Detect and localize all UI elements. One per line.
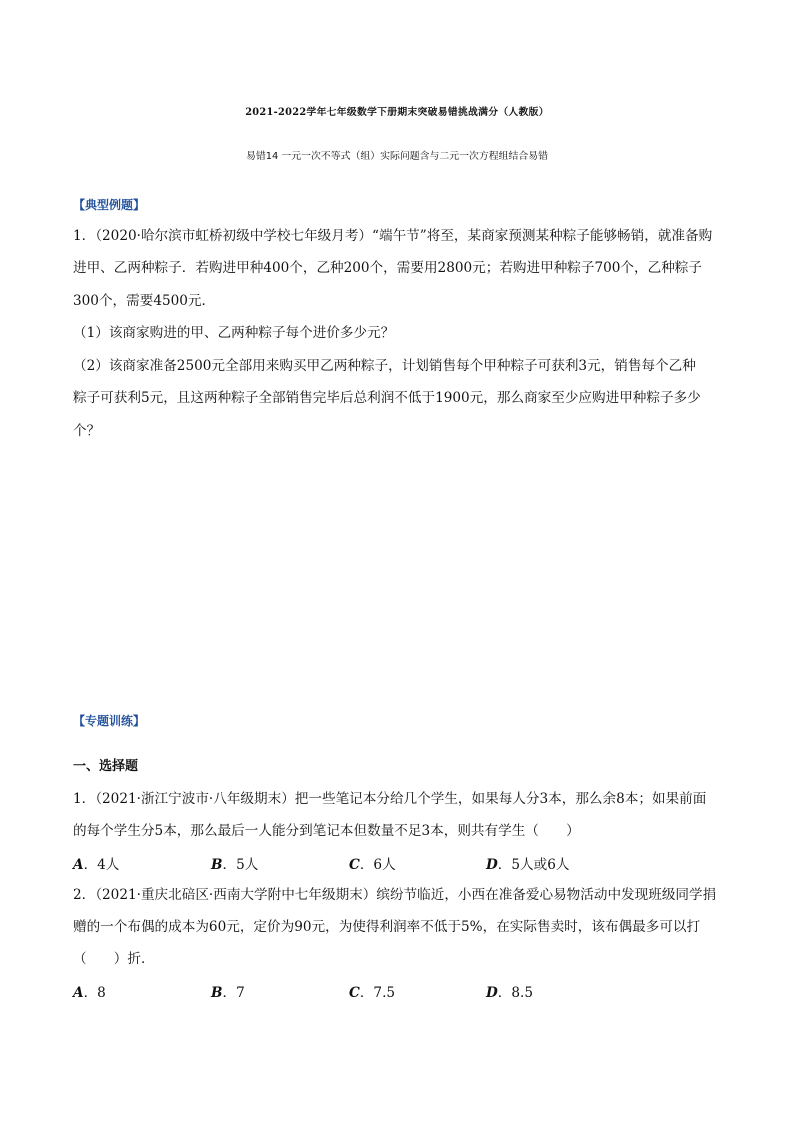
section-label-training: 【专题训练】 [73, 714, 146, 728]
example-q1-line: 进甲、乙两种粽子．若购进甲种400个，乙种200个，需要用2800元；若购进甲种粽子700个，乙种粽子 [73, 260, 702, 276]
training-q1-line: 的每个学生分5本，那么最后一人能分到笔记本但数量不足3本，则共有学生（ ） [73, 823, 580, 839]
example-q1-line: 1．（2020·哈尔滨市虹桥初级中学校七年级月考）“端午节”将至，某商家预测某种粽子能够畅销，就准备购 [73, 228, 713, 244]
training-q2-line: 2．（2021·重庆北碚区·西南大学附中七年级期末）缤纷节临近，小西在准备爱心易物活动中发现班级同学捐 [73, 887, 717, 903]
training-q2-line: （ ）折． [73, 951, 155, 967]
option-d: D．8.5 [486, 985, 534, 1001]
option-c: C．6人 [349, 857, 396, 873]
option-a: A．8 [73, 985, 106, 1001]
training-q1-options [73, 853, 733, 873]
section-heading-choice: 一、选择题 [73, 759, 139, 774]
section-label-examples: 【典型例题】 [73, 198, 146, 212]
document-subtitle: 易错14 一元一次不等式（组）实际问题含与二元一次方程组结合易错 [245, 151, 549, 162]
example-q1-line: 300个，需要4500元． [73, 293, 216, 309]
training-q2-options [73, 981, 733, 1001]
training-q2-line: 赠的一个布偶的成本为60元，定价为90元，为使得利润率不低于5%，在实际售卖时，该布偶最多可以打 [73, 919, 701, 935]
option-d: D．5人或6人 [486, 857, 570, 873]
document-title: 2021-2022学年七年级数学下册期末突破易错挑战满分（人教版） [245, 107, 549, 118]
option-b: B．5人 [211, 857, 259, 873]
option-c: C．7.5 [349, 985, 396, 1001]
example-q1-subq1: （1）该商家购进的甲、乙两种粽子每个进价多少元？ [73, 325, 395, 341]
training-q1-line: 1．（2021·浙江宁波市·八年级期末）把一些笔记本分给几个学生，如果每人分3本，那么余8本；如果前面 [73, 791, 707, 807]
option-a: A．4人 [73, 857, 120, 873]
example-q1-subq2-line: （2）该商家准备2500元全部用来购买甲乙两种粽子，计划销售每个甲种粽子可获利3元，销售每个乙种 [73, 358, 696, 374]
option-b: B．7 [211, 985, 245, 1001]
example-q1-subq2-line: 个？ [73, 423, 101, 439]
example-q1-subq2-line: 粽子可获利5元，且这两种粽子全部销售完毕后总利润不低于1900元，那么商家至少应购进甲种粽子多少 [73, 390, 701, 406]
